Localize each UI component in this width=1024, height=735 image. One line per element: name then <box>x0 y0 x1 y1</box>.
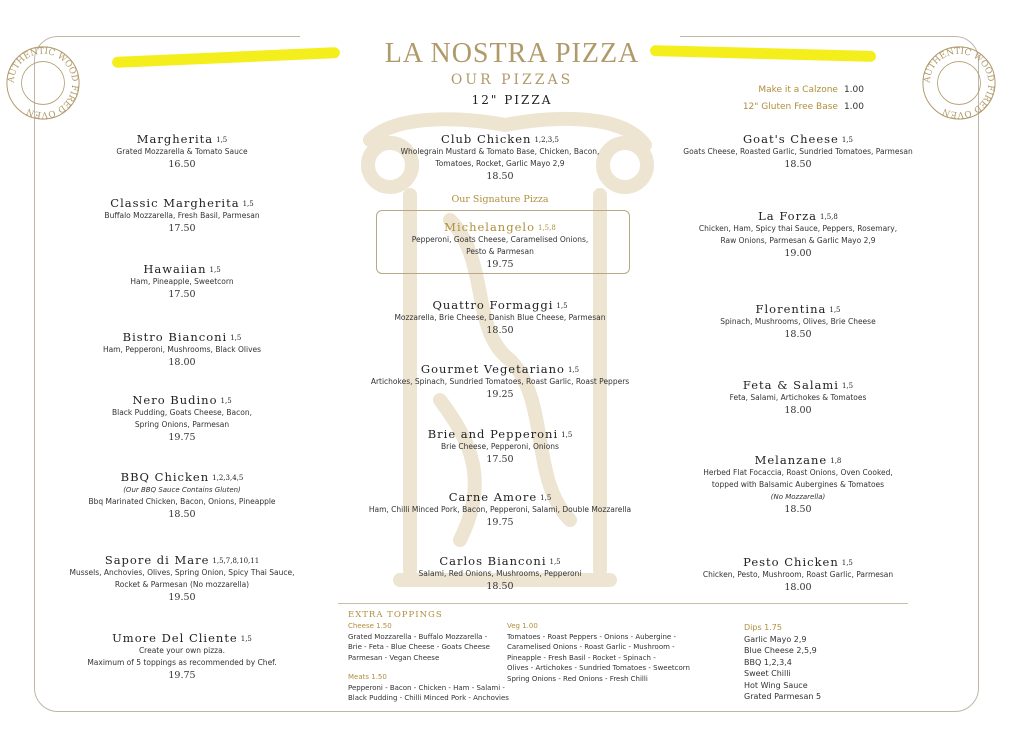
extras-line: Pepperoni - Bacon - Chicken - Ham - Salami - <box>348 683 505 692</box>
pizza-name <box>350 554 650 568</box>
extras-veg-label: Veg 1.00 <box>507 622 538 630</box>
extras-line: Tomatoes - Roast Peppers - Onions - Aubergine - <box>507 632 676 641</box>
pizza-name <box>32 132 332 146</box>
pizza-price: 19.75 <box>168 432 196 443</box>
dip-item: Grated Parmesan 5 <box>744 692 822 701</box>
pizza-name <box>350 220 650 234</box>
pizza-name <box>350 490 650 504</box>
pizza-description: Spring Onions, Parmesan <box>134 420 230 429</box>
allergen-codes: 1,2,3,4,5 <box>212 474 244 482</box>
pizza-price: 17.50 <box>168 289 196 300</box>
extras-line: Brie - Feta - Blue Cheese - Goats Cheese <box>348 643 490 651</box>
pizza-name-text: Florentina <box>755 302 827 316</box>
allergen-codes: 1,5 <box>240 635 252 643</box>
menu-item <box>32 631 332 681</box>
pizza-description: Rocket & Parmesan (No mozzarella) <box>114 580 250 589</box>
pizza-note: (Our BBQ Sauce Contains Gluten) <box>123 486 241 494</box>
pizza-name <box>350 132 650 146</box>
pizza-name <box>32 631 332 645</box>
extras-meats-label: Meats 1.50 <box>348 673 387 681</box>
menu-item <box>648 209 948 259</box>
pizza-description: Black Pudding, Goats Cheese, Bacon, <box>111 408 253 417</box>
allergen-codes: 1,5 <box>220 397 232 405</box>
option-price: 1.00 <box>843 85 864 95</box>
pizza-name-text: Sapore di Mare <box>104 553 210 567</box>
pizza-name-text: Goat's Cheese <box>743 132 839 146</box>
extras-line: Parmesan - Vegan Cheese <box>348 653 440 662</box>
menu-item <box>648 132 948 170</box>
pizza-price: 19.75 <box>168 670 196 681</box>
pizza-name <box>32 262 332 276</box>
pizza-name-text: Brie and Pepperoni <box>427 427 559 441</box>
pizza-price: 19.25 <box>486 389 514 400</box>
menu-item <box>648 453 948 515</box>
pizza-description: Goats Cheese, Roasted Garlic, Sundried Tomatoes, Parmesan <box>683 147 913 156</box>
allergen-codes: 1,5 <box>242 200 254 208</box>
pizza-description: Tomatoes, Rocket, Garlic Mayo 2,9 <box>435 159 565 168</box>
pizza-description: Salami, Red Onions, Mushrooms, Pepperoni <box>418 569 582 578</box>
pizza-note-line <box>648 491 948 503</box>
pizza-name-text: BBQ Chicken <box>120 470 210 484</box>
pizza-description: Feta, Salami, Artichokes & Tomatoes <box>729 393 867 402</box>
allergen-codes: 1,5 <box>556 302 568 310</box>
extras-cheese-label: Cheese 1.50 <box>348 622 392 630</box>
pizza-description: Herbed Flat Focaccia, Roast Onions, Oven Cooked, <box>703 468 893 477</box>
pizza-name-text: Bistro Bianconi <box>122 330 228 344</box>
pizza-name-text: La Forza <box>758 209 818 223</box>
pizza-name-text: Michelangelo <box>444 220 535 234</box>
pizza-name <box>350 362 650 376</box>
dip-item: Blue Cheese 2,5,9 <box>744 646 817 655</box>
allergen-codes: 1,8 <box>830 457 842 465</box>
pizza-description: Mozzarella, Brie Cheese, Danish Blue Cheese, Parmesan <box>394 313 606 322</box>
menu-item <box>350 427 650 465</box>
pizza-name-text: Margherita <box>136 132 214 146</box>
extras-line: Grated Mozzarella - Buffalo Mozzarella - <box>348 632 488 641</box>
pizza-price: 19.50 <box>168 592 196 603</box>
pizza-name-text: Feta & Salami <box>742 378 839 392</box>
pizza-name <box>648 555 948 569</box>
pizza-name-text: Carne Amore <box>448 490 538 504</box>
pizza-name <box>32 553 332 567</box>
dip-item: Hot Wing Sauce <box>744 680 808 690</box>
allergen-codes: 1,5 <box>209 266 221 274</box>
menu-item <box>350 362 650 400</box>
dips-list <box>744 622 821 703</box>
pizza-description: Ham, Pepperoni, Mushrooms, Black Olives <box>102 345 262 354</box>
pizza-description: Mussels, Anchovies, Olives, Spring Onion, Spicy Thai Sauce, <box>69 568 295 577</box>
pizza-description: Raw Onions, Parmesan & Garlic Mayo 2,9 <box>720 236 876 245</box>
pizza-price: 18.00 <box>168 357 196 368</box>
pizza-description: Grated Mozzarella & Tomato Sauce <box>116 147 248 156</box>
pizza-price: 16.50 <box>168 159 196 170</box>
allergen-codes: 1,5,8 <box>538 224 556 232</box>
pizza-name <box>32 470 332 484</box>
extras-title: EXTRA TOPPINGS <box>348 610 443 620</box>
pizza-name-text: Nero Budino <box>132 393 218 407</box>
pizza-name-text: Melanzane <box>754 453 828 467</box>
allergen-codes: 1,5 <box>561 431 573 439</box>
pizza-description: Chicken, Ham, Spicy thai Sauce, Peppers, Rosemary, <box>698 224 898 233</box>
pizza-description: Buffalo Mozzarella, Fresh Basil, Parmesan <box>104 211 260 220</box>
allergen-codes: 1,5 <box>841 136 853 144</box>
option-gluten-free <box>743 99 864 116</box>
menu-item <box>350 554 650 592</box>
pizza-description: Artichokes, Spinach, Sundried Tomatoes, Roast Garlic, Roast Peppers <box>370 377 630 386</box>
pizza-description: Brie Cheese, Pepperoni, Onions <box>441 442 559 451</box>
base-options <box>743 82 864 116</box>
pizza-name-text: Hawaiian <box>143 262 207 276</box>
dip-item: Sweet Chilli <box>744 669 791 678</box>
pizza-description: Wholegrain Mustard & Tomato Base, Chicken, Bacon, <box>400 147 600 156</box>
option-label: Make it a Calzone <box>758 85 838 95</box>
allergen-codes: 1,5,7,8,10,11 <box>212 557 260 565</box>
pizza-name-text: Pesto Chicken <box>743 555 839 569</box>
extras-line: Spring Onions - Red Onions - Fresh Chilli <box>507 674 648 683</box>
allergen-codes: 1,5 <box>841 559 853 567</box>
pizza-name-text: Umore Del Cliente <box>112 631 238 645</box>
menu-item <box>350 298 650 336</box>
pizza-name <box>32 330 332 344</box>
pizza-price: 18.50 <box>486 581 514 592</box>
pizza-price: 18.50 <box>784 504 812 515</box>
pizza-name <box>350 298 650 312</box>
pizza-name <box>648 453 948 467</box>
allergen-codes: 1,5 <box>567 366 580 374</box>
stamp-text-left: AUTHENTIC WOOD FIRED OVEN <box>6 46 80 120</box>
allergen-codes: 1,5 <box>829 306 841 314</box>
pizza-price: 17.50 <box>486 454 514 465</box>
extras-line: Caramelised Onions - Roast Garlic - Mushroom - <box>507 643 675 651</box>
pizza-name <box>648 132 948 146</box>
pizza-description: Pepperoni, Goats Cheese, Caramelised Onions, <box>411 235 589 244</box>
signature-title: Our Signature Pizza <box>451 194 549 205</box>
pizza-price: 18.50 <box>784 159 812 170</box>
pizza-name-text: Quattro Formaggi <box>432 298 554 312</box>
pizza-name-text: Gourmet Vegetariano <box>420 362 565 376</box>
allergen-codes: 1,5 <box>549 558 561 566</box>
pizza-size: 12" PIZZA <box>471 93 553 107</box>
pizza-name-text: Club Chicken <box>441 132 532 146</box>
allergen-codes: 1,5 <box>540 494 552 502</box>
allergen-codes: 1,5,8 <box>820 213 838 221</box>
menu-item <box>32 393 332 443</box>
pizza-name <box>32 393 332 407</box>
pizza-price: 18.50 <box>784 329 812 340</box>
pizza-description: Create your own pizza. <box>138 646 226 655</box>
menu-item <box>32 470 332 520</box>
menu-item <box>32 553 332 603</box>
extras-line: Pineapple - Fresh Basil - Rocket - Spinach - <box>507 653 656 662</box>
option-price: 1.00 <box>843 102 864 112</box>
pizza-price: 18.00 <box>784 405 812 416</box>
pizza-name <box>648 209 948 223</box>
pizza-name-text: Classic Margherita <box>110 196 240 210</box>
pizza-price: 18.50 <box>168 509 196 520</box>
menu-item <box>32 132 332 170</box>
pizza-name <box>32 196 332 210</box>
allergen-codes: 1,2,3,5 <box>534 136 559 144</box>
pizza-description: Pesto & Parmesan <box>466 247 534 256</box>
pizza-price: 19.00 <box>784 248 812 259</box>
allergen-codes: 1,5 <box>216 136 228 144</box>
extras-veg <box>507 621 690 684</box>
option-calzone <box>743 82 864 99</box>
pizza-price: 18.50 <box>486 171 514 182</box>
dips-label: Dips 1.75 <box>744 623 782 632</box>
menu-item <box>32 262 332 300</box>
pizza-description: Maximum of 5 toppings as recommended by Chef. <box>87 658 277 667</box>
pizza-description: Chicken, Pesto, Mushroom, Roast Garlic, Parmesan <box>702 570 894 579</box>
pizza-name-text: Carlos Bianconi <box>439 554 547 568</box>
pizza-price: 18.00 <box>784 582 812 593</box>
menu-item <box>350 132 650 182</box>
menu-item <box>32 330 332 368</box>
pizza-description: Spinach, Mushrooms, Olives, Brie Cheese <box>720 317 876 326</box>
pizza-description: Ham, Chilli Minced Pork, Bacon, Pepperoni, Salami, Double Mozzarella <box>368 505 632 514</box>
pizza-price: 18.50 <box>486 325 514 336</box>
extras-line: Olives - Artichokes - Sundried Tomatoes - Sweetcorn <box>507 664 690 672</box>
extras-divider <box>338 603 908 604</box>
dip-item: BBQ 1,2,3,4 <box>744 657 792 667</box>
menu-item <box>648 302 948 340</box>
pizza-description: topped with Balsamic Aubergines & Tomatoes <box>711 480 885 489</box>
extras-line: Black Pudding - Chilli Minced Pork - Anchovies <box>348 694 509 702</box>
menu-item <box>648 555 948 593</box>
pizza-price: 17.50 <box>168 223 196 234</box>
menu-subtitle: OUR PIZZAS <box>450 72 574 88</box>
pizza-description: Ham, Pineapple, Sweetcorn <box>130 277 234 286</box>
stamp-text-right: AUTHENTIC WOOD FIRED OVEN <box>922 46 996 120</box>
menu-item <box>350 490 650 528</box>
dip-item: Garlic Mayo 2,9 <box>744 634 807 644</box>
pizza-note-line <box>32 484 332 496</box>
menu-item <box>32 196 332 234</box>
pizza-name <box>648 302 948 316</box>
allergen-codes: 1,5 <box>230 334 242 342</box>
extras-cheese <box>348 621 490 663</box>
extras-meats <box>348 672 509 704</box>
allergen-codes: 1,5 <box>841 382 854 390</box>
menu-item <box>350 220 650 270</box>
pizza-name <box>648 378 948 392</box>
pizza-name <box>350 427 650 441</box>
pizza-price: 19.75 <box>486 517 514 528</box>
pizza-description: Bbq Marinated Chicken, Bacon, Onions, Pineapple <box>88 497 276 506</box>
option-label: 12" Gluten Free Base <box>742 102 838 112</box>
pizza-price: 19.75 <box>486 259 514 270</box>
menu-title: LA NOSTRA PIZZA <box>384 38 640 69</box>
pizza-note: (No Mozzarella) <box>770 493 826 501</box>
menu-item <box>648 378 948 416</box>
